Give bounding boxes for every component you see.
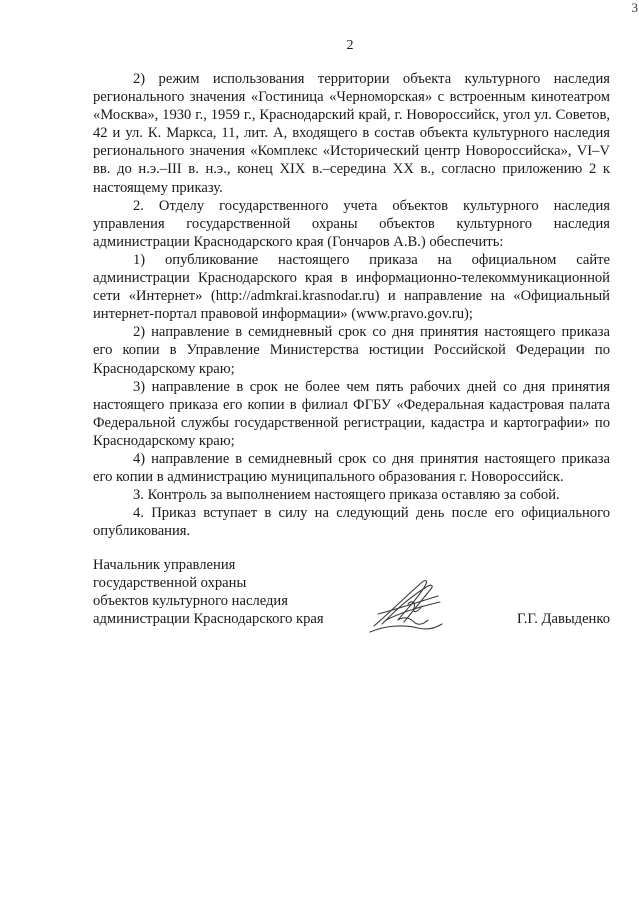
handwritten-signature: [368, 574, 448, 636]
paragraph: 4) направление в семидневный срок со дня принятия настоящего приказа его копии в администрацию муниципального образования г. Новороссийск.: [93, 450, 610, 486]
paragraph: 4. Приказ вступает в силу на следующий день после его официального опубликования.: [93, 505, 610, 540]
signer-name: Г.Г. Давыденко: [516, 611, 610, 627]
signer-position-line: администрации Краснодарского края: [93, 611, 324, 628]
paragraph: 1) опубликование настоящего приказа на официальном сайте администрации Краснодарского края в информационно-телекоммуникационной сети «Интернет» (http://admkrai.krasnodar.ru) и направление на «Официальный интернет-портал правовой информации» (www.pravo.gov.ru);: [93, 251, 610, 323]
signer-position-line: государственной охраны: [93, 575, 247, 592]
page-number: 2: [346, 38, 354, 53]
signature-block: [93, 556, 610, 636]
paragraph: 3) направление в срок не более чем пять рабочих дней со дня принятия настоящего приказа его копии в филиал ФГБУ «Федеральная кадастровая палата Федеральной службы государственной регистрации, кадастра и картографии» по Краснодарскому краю;: [93, 378, 610, 449]
paragraph: 3. Контроль за выполнением настоящего приказа оставляю за собой.: [133, 487, 560, 504]
paragraph: 2) режим использования территории объекта культурного наследия регионального значения «Гостиница «Черноморская» с встроенным кинотеатром «Москва», 1930 г., 1959 г., Краснодарский край, г. Новороссийск, угол ул. Советов, 42 и ул. К. Маркса, 11, лит. А, входящего в состав объекта культурного наследия регионального значения «Комплекс «Исторический центр Новороссийска», VI–V вв. до н.э.–III в. н.э., конец XIX в.–середина XX в., согласно приложению 2 к настоящему приказу.: [93, 71, 610, 196]
document-body: [93, 70, 610, 540]
page-edge-mark: 3: [631, 0, 638, 15]
signer-position-line: объектов культурного наследия: [93, 593, 288, 610]
paragraph: 2) направление в семидневный срок со дня принятия настоящего приказа его копии в Управление Министерства юстиции Российской Федерации по Краснодарскому краю;: [93, 324, 610, 377]
signer-position-line: Начальник управления: [93, 557, 236, 573]
paragraph: 2. Отделу государственного учета объектов культурного наследия управления государственной охраны объектов культурного наследия администрации Краснодарского края (Гончаров А.В.) обеспечить:: [93, 197, 610, 250]
signer-position: [93, 556, 373, 628]
